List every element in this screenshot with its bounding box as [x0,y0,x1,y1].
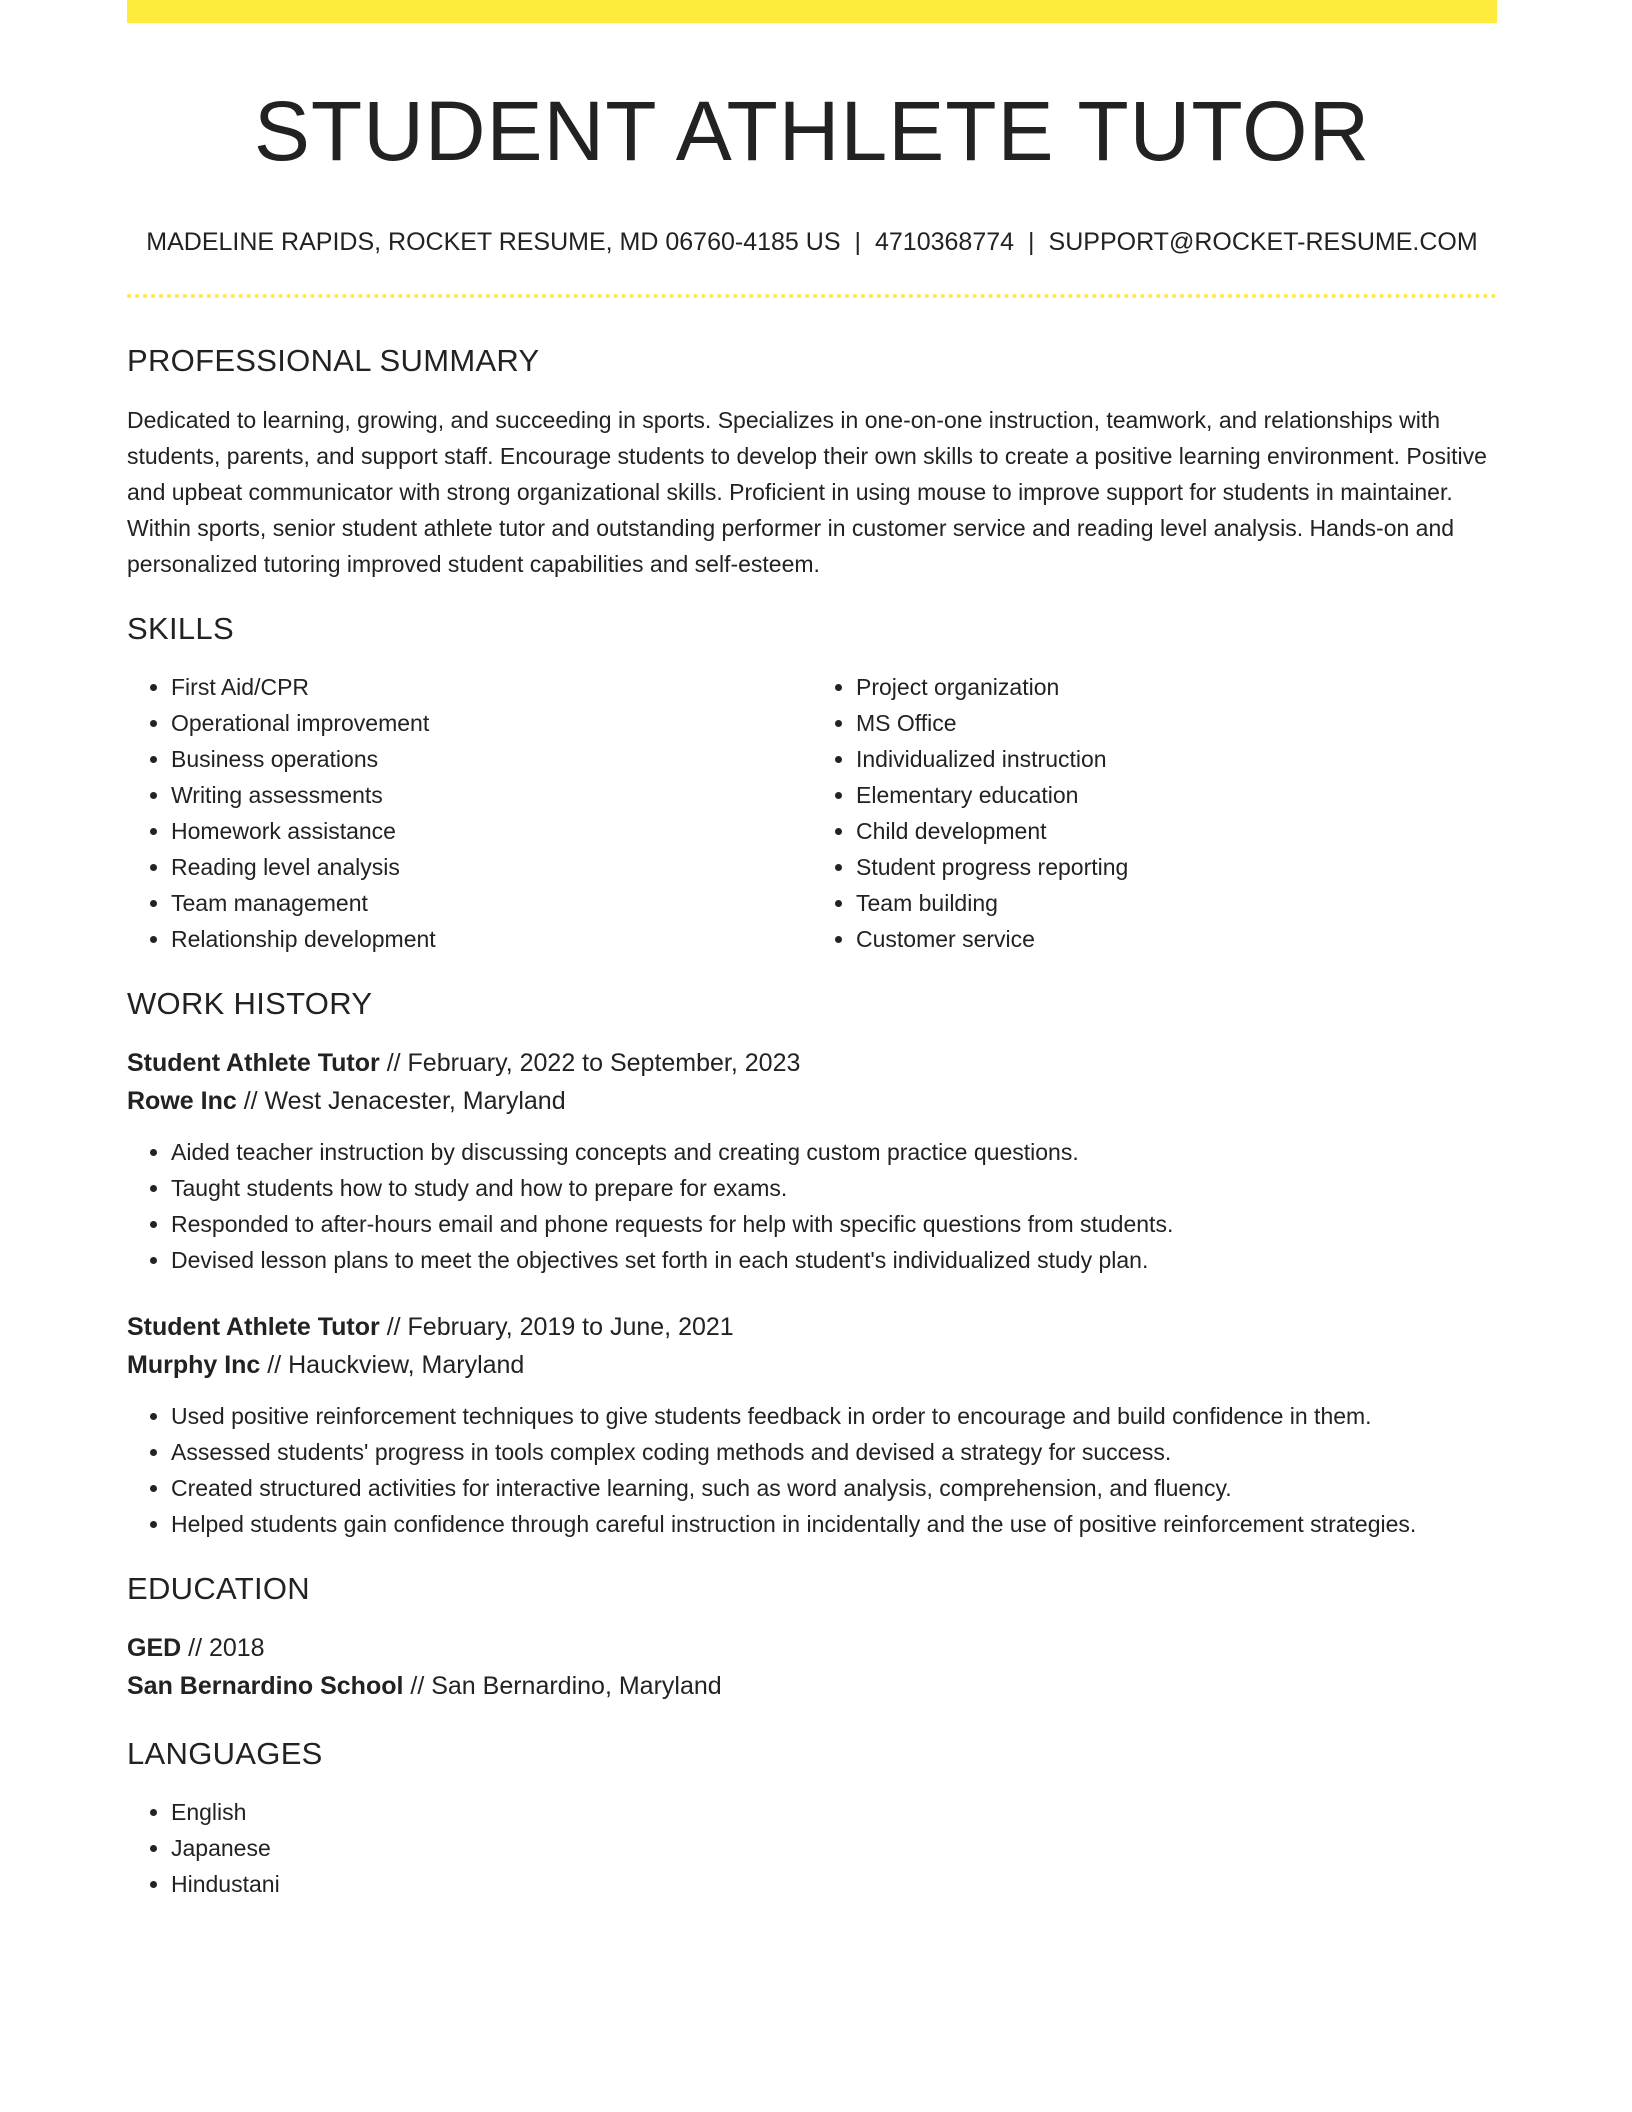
skill-item: • Relationship development [171,921,812,957]
job-dates: // February, 2022 to September, 2023 [379,1048,801,1077]
job-entry [127,1044,1497,1278]
job-bullet: • Devised lesson plans to meet the objectives set forth in each student's individualized study plan. [171,1242,1497,1278]
contact-address: MADELINE RAPIDS, ROCKET RESUME, MD 06760-4185 US [146,228,841,257]
skill-item: • Child development [856,813,1497,849]
job-role: Student Athlete Tutor [127,1048,380,1077]
contact-email: SUPPORT@ROCKET-RESUME.COM [1048,228,1478,257]
job-bullet: • Assessed students' progress in tools complex coding methods and devised a strategy for success. [171,1434,1497,1470]
education-year: // 2018 [181,1634,265,1663]
work-history-heading: WORK HISTORY [127,985,373,1021]
education-heading: EDUCATION [127,1570,310,1606]
job-company: Rowe Inc [127,1086,237,1115]
job-bullet: • Aided teacher instruction by discussing concepts and creating custom practice questions. [171,1134,1497,1170]
job-company-line [127,1346,1497,1384]
skill-item: • Individualized instruction [856,741,1497,777]
education-location: // San Bernardino, Maryland [403,1672,722,1701]
resume-name: STUDENT ATHLETE TUTOR [253,84,1371,178]
summary-text: Dedicated to learning, growing, and succeeding in sports. Specializes in one-on-one instruction, teamwork, and relationships with students, parents, and support staff. Encourage students to develop their own skills to create a positive learning environment. Positive and upbeat communicator with strong organizational skills. Proficient in using mouse to improve support for students in maintainer. Within sports, senior student athlete tutor and outstanding performer in customer service and reading level analysis. Hands-on and personalized tutoring improved student capabilities and self-esteem. [127,406,1487,577]
dotted-divider [127,294,1497,298]
skill-item: • Student progress reporting [856,849,1497,885]
job-bullet: • Used positive reinforcement techniques to give students feedback in order to encourage and build confidence in them. [171,1398,1497,1434]
summary-heading: PROFESSIONAL SUMMARY [127,343,540,379]
job-bullet: • Responded to after-hours email and phone requests for help with specific questions from students. [171,1206,1497,1242]
contact-phone: 4710368774 [875,228,1015,257]
languages-list [127,1794,1497,1902]
languages-heading: LANGUAGES [127,1736,323,1772]
job-company: Murphy Inc [127,1350,261,1379]
job-entry [127,1308,1497,1542]
language-item: • English [171,1794,1497,1830]
contact-separator: | [854,228,861,257]
contact-separator: | [1028,228,1035,257]
skill-item: • MS Office [856,705,1497,741]
skill-item: • Reading level analysis [171,849,812,885]
skill-item: • Writing assessments [171,777,812,813]
education-degree-line [127,1629,1497,1667]
skills-list-right [812,669,1497,957]
job-dates: // February, 2019 to June, 2021 [379,1312,734,1341]
contact-line [127,227,1497,257]
job-bullet: • Helped students gain confidence through careful instruction in incidentally and the use of positive reinforcement strategies. [171,1506,1497,1542]
language-item: • Hindustani [171,1866,1497,1902]
skills-list-left [127,669,812,957]
skill-item: • First Aid/CPR [171,669,812,705]
skill-item: • Homework assistance [171,813,812,849]
skill-item: • Elementary education [856,777,1497,813]
skills-heading: SKILLS [127,610,234,646]
job-title-line [127,1044,1497,1082]
job-bullets [127,1134,1497,1278]
job-bullet: • Taught students how to study and how to prepare for exams. [171,1170,1497,1206]
skill-item: • Team building [856,885,1497,921]
job-company-line [127,1082,1497,1120]
education-entry [127,1629,1497,1705]
education-degree: GED [127,1634,182,1663]
education-school-line [127,1667,1497,1705]
job-role: Student Athlete Tutor [127,1312,380,1341]
skill-item: • Operational improvement [171,705,812,741]
skill-item: • Team management [171,885,812,921]
resume-page [127,0,1497,1902]
skill-item: • Business operations [171,741,812,777]
job-title-line [127,1308,1497,1346]
languages-section [127,1794,1497,1902]
job-bullets [127,1398,1497,1542]
top-accent-bar [127,0,1497,23]
education-school: San Bernardino School [127,1672,404,1701]
job-bullet: • Created structured activities for interactive learning, such as word analysis, comprehension, and fluency. [171,1470,1497,1506]
job-location: // Hauckview, Maryland [260,1350,525,1379]
skills-columns [127,669,1497,957]
skill-item: • Project organization [856,669,1497,705]
language-item: • Japanese [171,1830,1497,1866]
job-location: // West Jenacester, Maryland [236,1086,566,1115]
skill-item: • Customer service [856,921,1497,957]
